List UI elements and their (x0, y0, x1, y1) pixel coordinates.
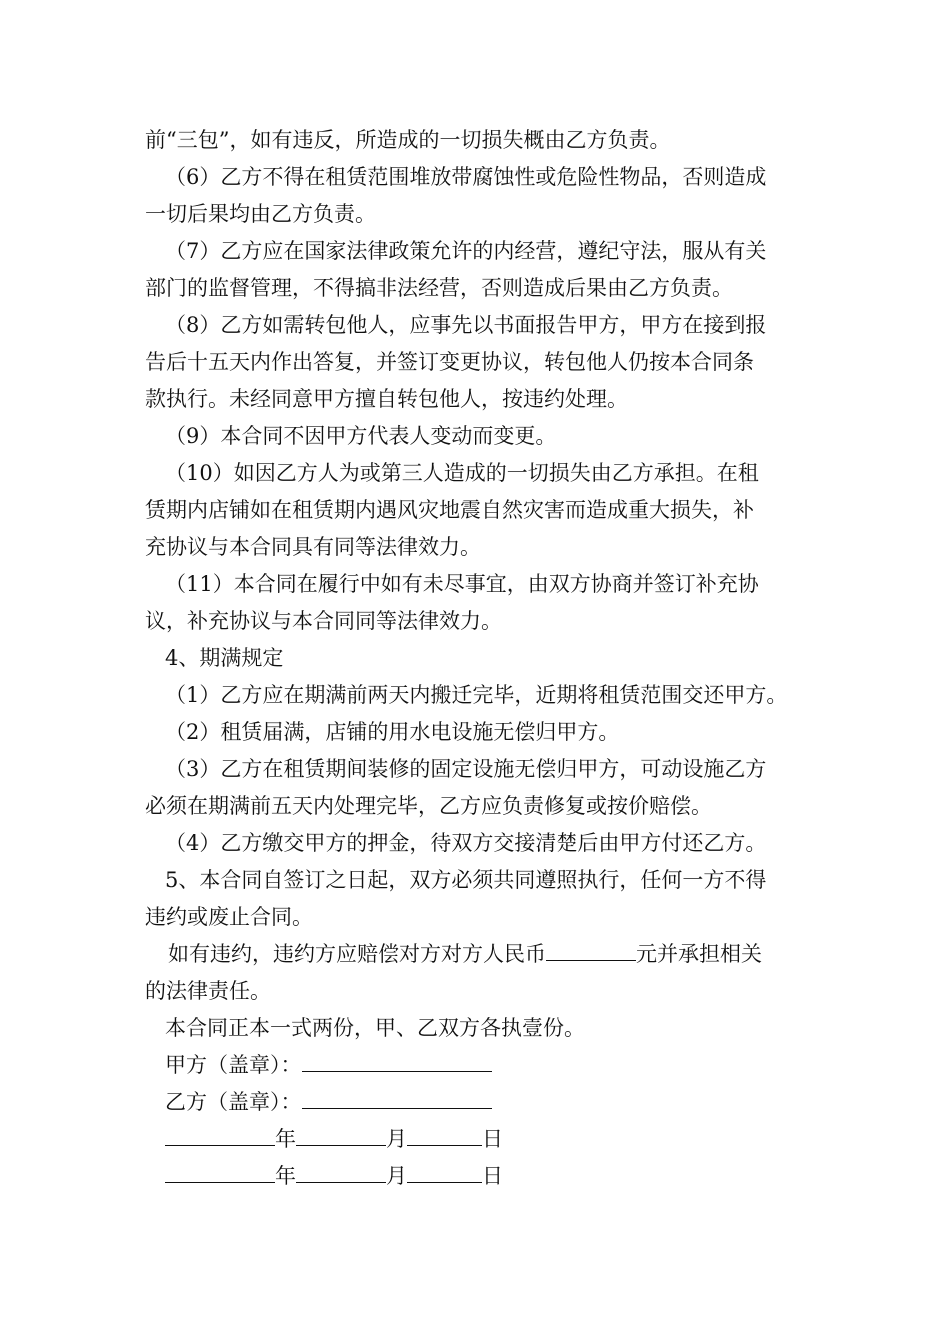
text-line: 赁期内店铺如在租赁期内遇风灾地震自然灾害而造成重大损失，补 (145, 498, 754, 522)
text-line: （4）乙方缴交甲方的押金，待双方交接清楚后由甲方付还乙方。 (165, 831, 767, 855)
text-line: 一切后果均由乙方负责。 (145, 202, 376, 226)
text-line: （3）乙方在租赁期间装修的固定设施无偿归甲方，可动设施乙方 (165, 757, 767, 781)
party-a-seal-blank[interactable] (302, 1053, 492, 1072)
penalty-clause (168, 941, 762, 967)
day-label: 日 (482, 1127, 503, 1151)
text-line: 前“三包”，如有违反，所造成的一切损失概由乙方负责。 (145, 128, 671, 152)
day-blank[interactable] (407, 1164, 482, 1183)
text-line: （7）乙方应在国家法律政策允许的内经营，遵纪守法，服从有关 (165, 239, 767, 263)
text-line: （6）乙方不得在租赁范围堆放带腐蚀性或危险性物品，否则造成 (165, 165, 767, 189)
text-line: （11）本合同在履行中如有未尽事宜，由双方协商并签订补充协 (165, 572, 759, 596)
text-line: 告后十五天内作出答复，并签订变更协议，转包他人仍按本合同条 (145, 350, 754, 374)
date-line-b (165, 1163, 503, 1189)
text-line: （1）乙方应在期满前两天内搬迁完毕，近期将租赁范围交还甲方。 (165, 683, 788, 707)
text-line: 款执行。未经同意甲方擅自转包他人，按违约处理。 (145, 387, 628, 411)
day-label: 日 (482, 1164, 503, 1188)
text-line: 部门的监督管理，不得搞非法经营，否则造成后果由乙方负责。 (145, 276, 733, 300)
party-b-seal-blank[interactable] (302, 1090, 492, 1109)
day-blank[interactable] (407, 1127, 482, 1146)
section-heading: 4、期满规定 (165, 646, 284, 670)
month-label: 月 (386, 1127, 407, 1151)
text-line: 充协议与本合同具有同等法律效力。 (145, 535, 481, 559)
year-label: 年 (275, 1164, 296, 1188)
text-line: 的法律责任。 (145, 979, 271, 1003)
party-a-label: 甲方（盖章）： (165, 1053, 302, 1077)
year-blank[interactable] (165, 1127, 275, 1146)
month-label: 月 (386, 1164, 407, 1188)
amount-blank[interactable] (546, 942, 636, 961)
party-b-signature (165, 1089, 492, 1115)
penalty-text: 如有违约，违约方应赔偿对方对方人民币 (168, 942, 546, 966)
month-blank[interactable] (296, 1164, 386, 1183)
date-line-a (165, 1126, 503, 1152)
text-line: （8）乙方如需转包他人，应事先以书面报告甲方，甲方在接到报 (165, 313, 767, 337)
text-line: （10）如因乙方人为或第三人造成的一切损失由乙方承担。在租 (165, 461, 759, 485)
text-line: 违约或废止合同。 (145, 905, 313, 929)
month-blank[interactable] (296, 1127, 386, 1146)
text-line: 5、本合同自签订之日起，双方必须共同遵照执行，任何一方不得 (165, 868, 767, 892)
copies-statement: 本合同正本一式两份，甲、乙双方各执壹份。 (165, 1016, 585, 1040)
year-blank[interactable] (165, 1164, 275, 1183)
party-a-signature (165, 1052, 492, 1078)
text-line: 必须在期满前五天内处理完毕，乙方应负责修复或按价赔偿。 (145, 794, 712, 818)
text-line: （9）本合同不因甲方代表人变动而变更。 (165, 424, 557, 448)
text-line: 议，补充协议与本合同同等法律效力。 (145, 609, 502, 633)
penalty-text: 元并承担相关 (636, 942, 762, 966)
text-line: （2）租赁届满，店铺的用水电设施无偿归甲方。 (165, 720, 620, 744)
party-b-label: 乙方（盖章）： (165, 1090, 302, 1114)
year-label: 年 (275, 1127, 296, 1151)
